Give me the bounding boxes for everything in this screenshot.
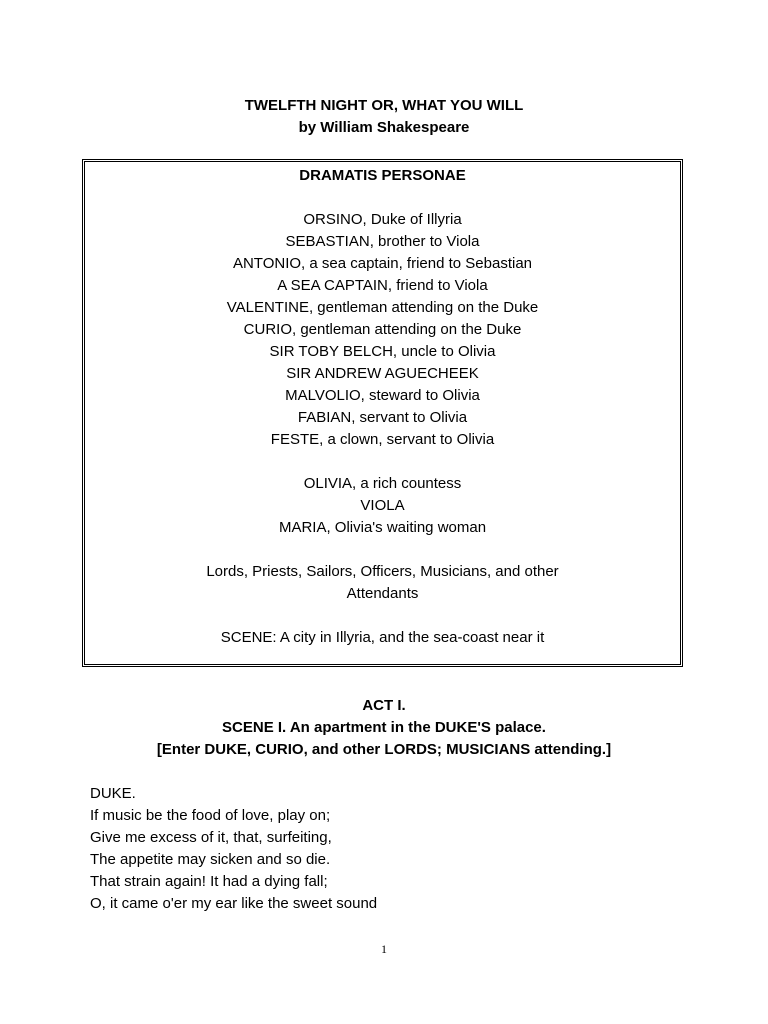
scene-title: SCENE I. An apartment in the DUKE'S palace. xyxy=(222,719,546,736)
personae-entry: OLIVIA, a rich countess xyxy=(303,475,462,492)
title-block xyxy=(0,95,768,139)
personae-entry: VIOLA xyxy=(360,497,405,514)
play-title: TWELFTH NIGHT OR, WHAT YOU WILL xyxy=(244,97,524,114)
personae-entry: FABIAN, servant to Olivia xyxy=(297,409,468,426)
personae-entry: SIR ANDREW AGUECHEEK xyxy=(286,365,479,382)
personae-attendants xyxy=(85,561,680,605)
speech-line: The appetite may sicken and so die. xyxy=(90,851,331,868)
personae-entry: VALENTINE, gentleman attending on the Duke xyxy=(226,299,539,316)
dramatis-personae-heading: DRAMATIS PERSONAE xyxy=(299,167,466,184)
personae-women-list xyxy=(85,473,680,539)
personae-entry: SIR TOBY BELCH, uncle to Olivia xyxy=(269,343,496,360)
speech-block xyxy=(90,783,690,915)
personae-entry: A SEA CAPTAIN, friend to Viola xyxy=(277,277,488,294)
act-title: ACT I. xyxy=(362,697,406,714)
stage-direction: [Enter DUKE, CURIO, and other LORDS; MUSICIANS attending.] xyxy=(156,741,612,758)
personae-men-list xyxy=(85,209,680,451)
dramatis-personae-box xyxy=(82,159,683,667)
personae-entry: Attendants xyxy=(346,585,419,602)
speech-line: Give me excess of it, that, surfeiting, xyxy=(90,829,332,846)
personae-entry: Lords, Priests, Sailors, Officers, Musicians, and other xyxy=(206,563,559,580)
act-heading-block xyxy=(0,695,768,761)
personae-entry: ANTONIO, a sea captain, friend to Sebastian xyxy=(232,255,533,272)
personae-entry: MARIA, Olivia's waiting woman xyxy=(278,519,487,536)
speech-line: O, it came o'er my ear like the sweet sound xyxy=(90,895,378,912)
speaker-name: DUKE. xyxy=(90,785,136,802)
play-author: by William Shakespeare xyxy=(298,119,470,136)
scene-setting: SCENE: A city in Illyria, and the sea-coast near it xyxy=(220,629,545,646)
personae-entry: FESTE, a clown, servant to Olivia xyxy=(270,431,495,448)
personae-entry: ORSINO, Duke of Illyria xyxy=(303,211,462,228)
speech-line: That strain again! It had a dying fall; xyxy=(90,873,328,890)
speech-line: If music be the food of love, play on; xyxy=(90,807,331,824)
personae-entry: CURIO, gentleman attending on the Duke xyxy=(243,321,522,338)
personae-entry: MALVOLIO, steward to Olivia xyxy=(285,387,480,404)
personae-entry: SEBASTIAN, brother to Viola xyxy=(285,233,480,250)
page-number: 1 xyxy=(381,942,387,956)
